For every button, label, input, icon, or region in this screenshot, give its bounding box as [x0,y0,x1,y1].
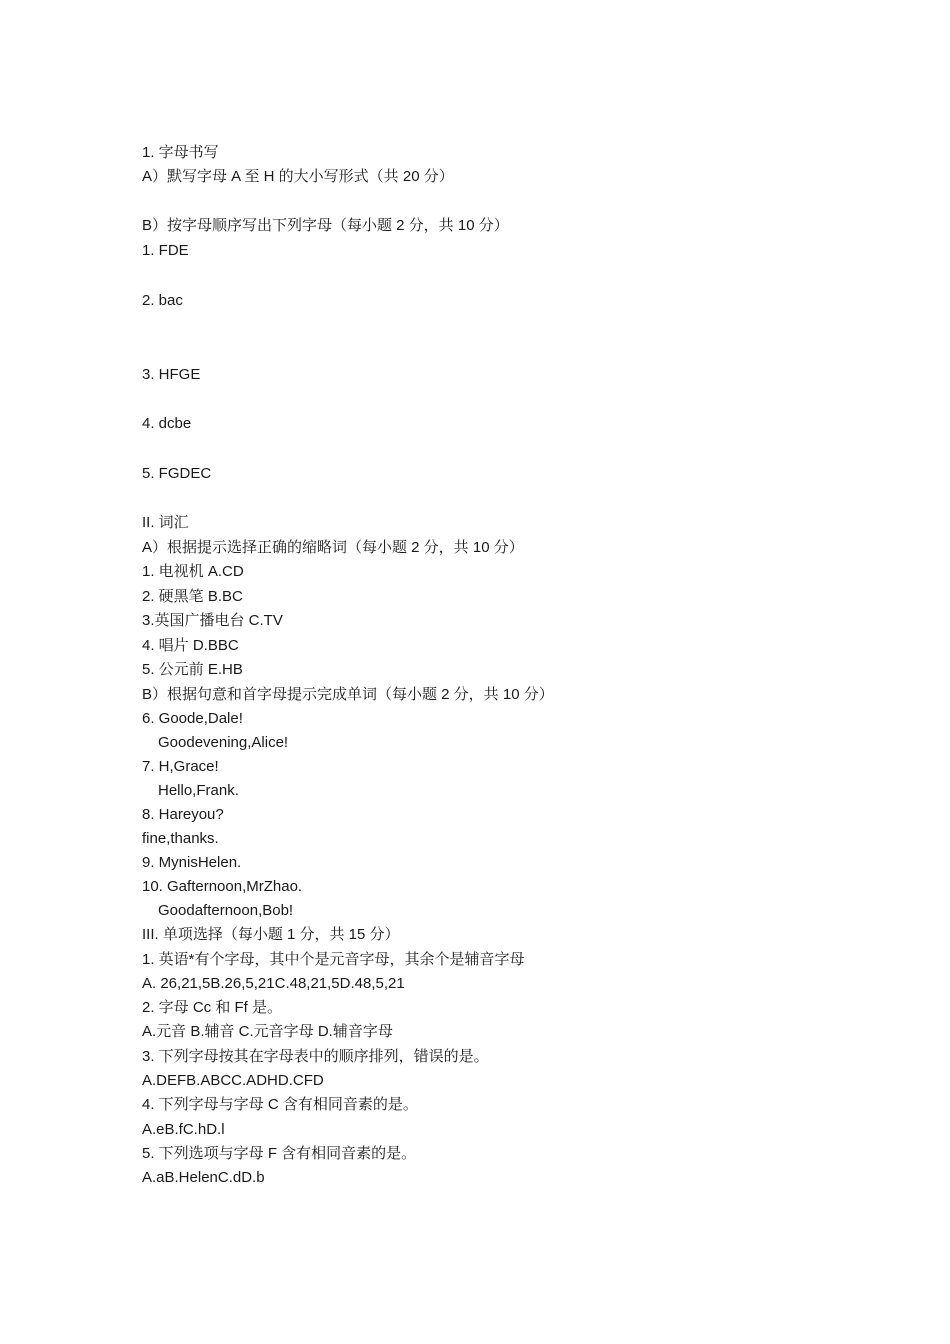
vocab-a-item-4: 4. 唱片 D.BBC [142,637,239,654]
order-item-3: 3. HFGE [142,366,201,383]
choice-question-2: 2. 字母 Cc 和 Ff 是。 [142,999,283,1016]
vocab-a-item-5: 5. 公元前 E.HB [142,661,243,678]
vocab-a-item-3: 3.英国广播电台 C.TV [142,612,283,629]
order-item-1: 1. FDE [142,242,189,259]
section-heading-single-choice: III. 单项选择（每小题 1 分，共 15 分） [142,926,400,943]
choice-question-3: 3. 下列字母按其在字母表中的顺序排列，错误的是。 [142,1048,489,1065]
choice-options-1: A. 26,21,5B.26,5,21C.48,21,5D.48,5,21 [142,975,405,992]
choice-question-4: 4. 下列字母与字母 C 含有相同音素的是。 [142,1096,418,1113]
vocab-b-item-6-line-1: 6. Goode,Dale! [142,710,243,727]
vocab-b-item-8-line-2: fine,thanks. [142,830,219,847]
vocab-b-item-7-line-1: 7. H,Grace! [142,758,219,775]
part-a-instruction: A）默写字母 A 至 H 的大小写形式（共 20 分） [142,168,454,185]
choice-question-5: 5. 下列选项与字母 F 含有相同音素的是。 [142,1145,417,1162]
choice-options-5: A.aB.HelenC.dD.b [142,1169,265,1186]
vocab-b-item-6-line-2: Goodevening,Alice! [158,734,289,751]
order-item-2: 2. bac [142,292,183,309]
vocab-b-item-9: 9. MynisHelen. [142,854,242,871]
order-item-4: 4. dcbe [142,415,192,432]
vocab-a-instruction: A）根据提示选择正确的缩略词（每小题 2 分，共 10 分） [142,539,524,556]
order-item-5: 5. FGDEC [142,465,212,482]
part-b-instruction: B）按字母顺序写出下列字母（每小题 2 分，共 10 分） [142,217,509,234]
section-heading-vocabulary: II. 词汇 [142,514,189,531]
choice-options-4: A.eB.fC.hD.l [142,1121,225,1138]
vocab-b-item-7-line-2: Hello,Frank. [158,782,239,799]
choice-question-1: 1. 英语*有个字母，其中个是元音字母，其余个是辅音字母 [142,951,525,968]
vocab-a-item-2: 2. 硬黑笔 B.BC [142,588,243,605]
section-heading-letter-writing: 1. 字母书写 [142,144,219,161]
vocab-a-item-1: 1. 电视机 A.CD [142,563,244,580]
vocab-b-item-10-line-1: 10. Gafternoon,MrZhao. [142,878,303,895]
vocab-b-item-8-line-1: 8. Hareyou? [142,806,224,823]
vocab-b-item-10-line-2: Goodafternoon,Bob! [158,902,294,919]
vocab-b-instruction: B）根据句意和首字母提示完成单词（每小题 2 分，共 10 分） [142,686,554,703]
choice-options-3: A.DEFB.ABCC.ADHD.CFD [142,1072,324,1089]
choice-options-2: A.元音 B.辅音 C.元音字母 D.辅音字母 [142,1023,393,1040]
